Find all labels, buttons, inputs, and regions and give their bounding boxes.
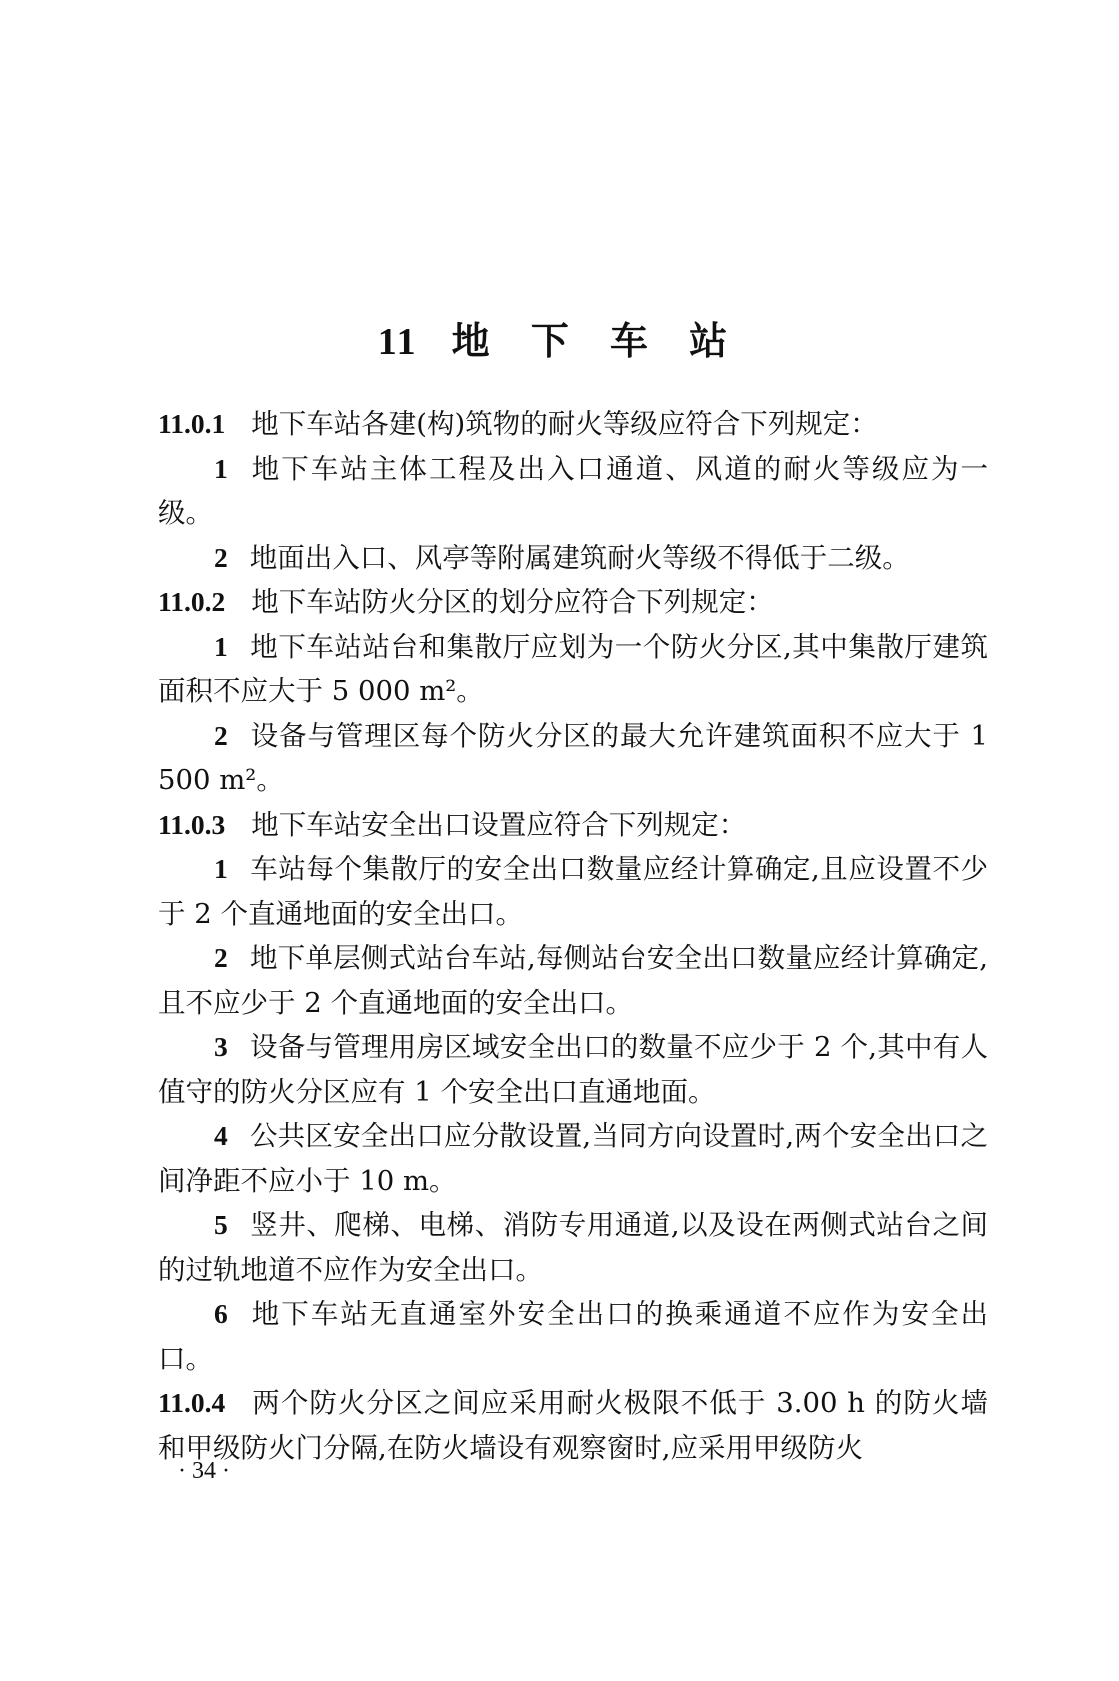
clause-number: 11.0.1 (158, 408, 226, 439)
item-number: 1 (214, 630, 228, 662)
item-text: 地下车站主体工程及出入口通道、风道的耐火等级应为一级。 (158, 452, 988, 529)
chapter-title (0, 310, 1119, 365)
item-number: 3 (214, 1031, 228, 1062)
clause-text: 地下车站防火分区的划分应符合下列规定： (251, 586, 774, 618)
item-number: 5 (214, 1209, 228, 1240)
item-text: 竖井、爬梯、电梯、消防专用通道,以及设在两侧式站台之间的过轨地道不应作为安全出口。 (158, 1209, 988, 1286)
item-text: 地面出入口、风亭等附属建筑耐火等级不得低于二级。 (249, 541, 910, 574)
clause-number: 11.0.3 (158, 808, 226, 840)
list-item (158, 1114, 988, 1203)
item-text: 公共区安全出口应分散设置,当同方向设置时,两个安全出口之间净距不应小于 10 m。 (158, 1120, 988, 1197)
clause-11-0-1 (158, 402, 988, 447)
item-number: 4 (214, 1120, 228, 1151)
list-item (158, 1203, 988, 1292)
clause-11-0-4 (158, 1381, 988, 1470)
clause-number: 11.0.4 (158, 1387, 226, 1418)
chapter-name: 地 下 车 站 (451, 319, 742, 363)
item-number: 2 (214, 719, 228, 751)
item-number: 6 (214, 1298, 228, 1329)
list-item (158, 625, 988, 714)
clause-text: 地下车站各建(构)筑物的耐火等级应符合下列规定： (251, 408, 878, 440)
clause-11-0-2 (158, 580, 988, 625)
item-text: 设备与管理区每个防火分区的最大允许建筑面积不应大于 1 500 m²。 (158, 719, 988, 796)
clause-text: 两个防火分区之间应采用耐火极限不低于 3.00 h 的防火墙和甲级防火门分隔,在防火墙设有观察窗时,应采用甲级防火 (158, 1387, 988, 1464)
item-text: 地下车站无直通室外安全出口的换乘通道不应作为安全出口。 (158, 1298, 988, 1375)
list-item (158, 1292, 988, 1381)
clause-text: 地下车站安全出口设置应符合下列规定： (251, 808, 747, 841)
item-number: 1 (214, 452, 228, 484)
item-text: 地下单层侧式站台车站,每侧站台安全出口数量应经计算确定,且不应少于 2 个直通地面的安全出口。 (158, 942, 988, 1019)
list-item (158, 1025, 988, 1114)
item-number: 2 (214, 541, 228, 573)
item-text: 设备与管理用房区域安全出口的数量不应少于 2 个,其中有人值守的防火分区应有 1 个安全出口直通地面。 (158, 1031, 988, 1108)
list-item (158, 447, 988, 536)
clause-number: 11.0.2 (158, 586, 226, 617)
chapter-number: 11 (377, 321, 418, 363)
list-item (158, 536, 988, 581)
item-number: 2 (214, 942, 228, 973)
clause-11-0-3 (158, 803, 988, 848)
item-text: 地下车站站台和集散厅应划为一个防火分区,其中集散厅建筑面积不应大于 5 000 m²。 (158, 630, 988, 707)
item-number: 1 (214, 853, 228, 884)
item-text: 车站每个集散厅的安全出口数量应经计算确定,且应设置不少于 2 个直通地面的安全出口。 (158, 853, 988, 930)
page-number: · 34 · (178, 1458, 230, 1484)
list-item (158, 847, 988, 936)
list-item (158, 714, 988, 803)
list-item (158, 936, 988, 1025)
body-text (158, 402, 988, 1470)
